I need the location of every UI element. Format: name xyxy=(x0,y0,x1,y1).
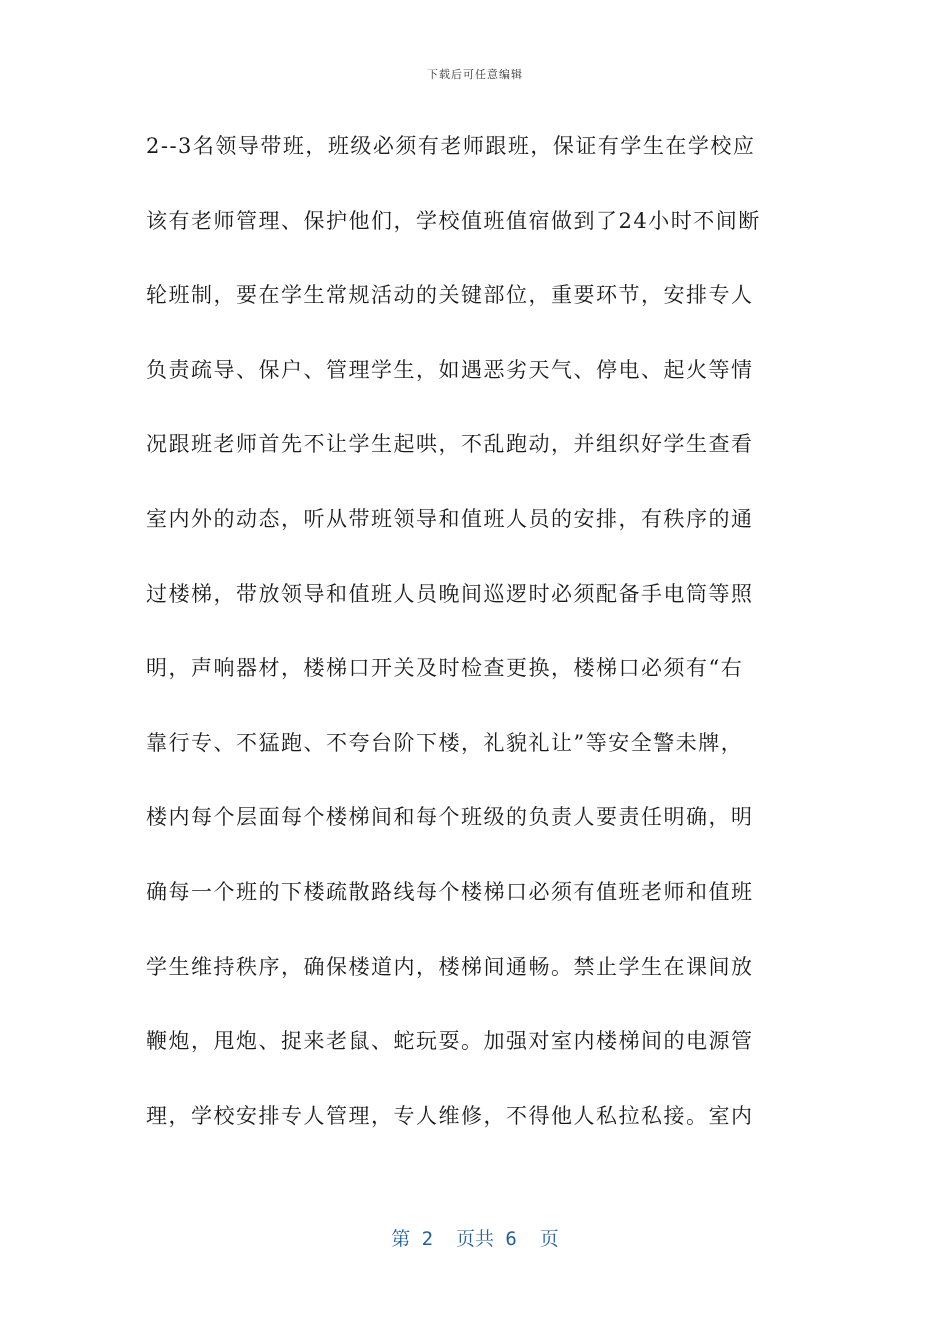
text-line: 2--3名领导带班，班级必须有老师跟班，保证有学生在学校应 xyxy=(146,134,756,158)
text-line: 况跟班老师首先不让学生起哄，不乱跑动，并组织好学生查看 xyxy=(146,432,754,457)
text-line: 明，声响器材，楼梯口开关及时检查更换，楼梯口必须有“右 xyxy=(146,656,744,681)
text-line: 轮班制，要在学生常规活动的关键部位，重要环节，安排专人 xyxy=(146,283,754,308)
text-line: 理，学校安排专人管理，专人维修，不得他人私拉私接。室内 xyxy=(146,1103,754,1128)
text-line: 过楼梯，带放领导和值班人员晚间巡逻时必须配备手电筒等照 xyxy=(146,581,754,606)
text-line: 确每一个班的下楼疏散路线每个楼梯口必须有值班老师和值班 xyxy=(146,879,754,904)
text-line: 该有老师管理、保护他们，学校值班值宿做到了24小时不间断 xyxy=(146,208,761,233)
text-line: 室内外的动态，听从带班领导和值班人员的安排，有秩序的通 xyxy=(146,506,754,531)
text-line: 靠行专、不猛跑、不夸台阶下楼，礼貌礼让”等安全警未牌， xyxy=(146,730,744,755)
body-text xyxy=(146,124,806,1168)
text-line: 鞭炮，甩炮、捉来老鼠、蛇玩耍。加强对室内楼梯间的电源管 xyxy=(146,1029,754,1054)
page-number-footer: 第 2 页共 6 页 xyxy=(391,1228,559,1250)
text-line: 负责疏导、保户、管理学生，如遇恶劣天气、停电、起火等情 xyxy=(146,357,754,382)
header-note: 下载后可任意编辑 xyxy=(427,68,523,81)
text-line: 学生维持秩序，确保楼道内，楼梯间通畅。禁止学生在课间放 xyxy=(146,954,754,979)
text-line: 楼内每个层面每个楼梯间和每个班级的负责人要责任明确，明 xyxy=(146,805,754,830)
